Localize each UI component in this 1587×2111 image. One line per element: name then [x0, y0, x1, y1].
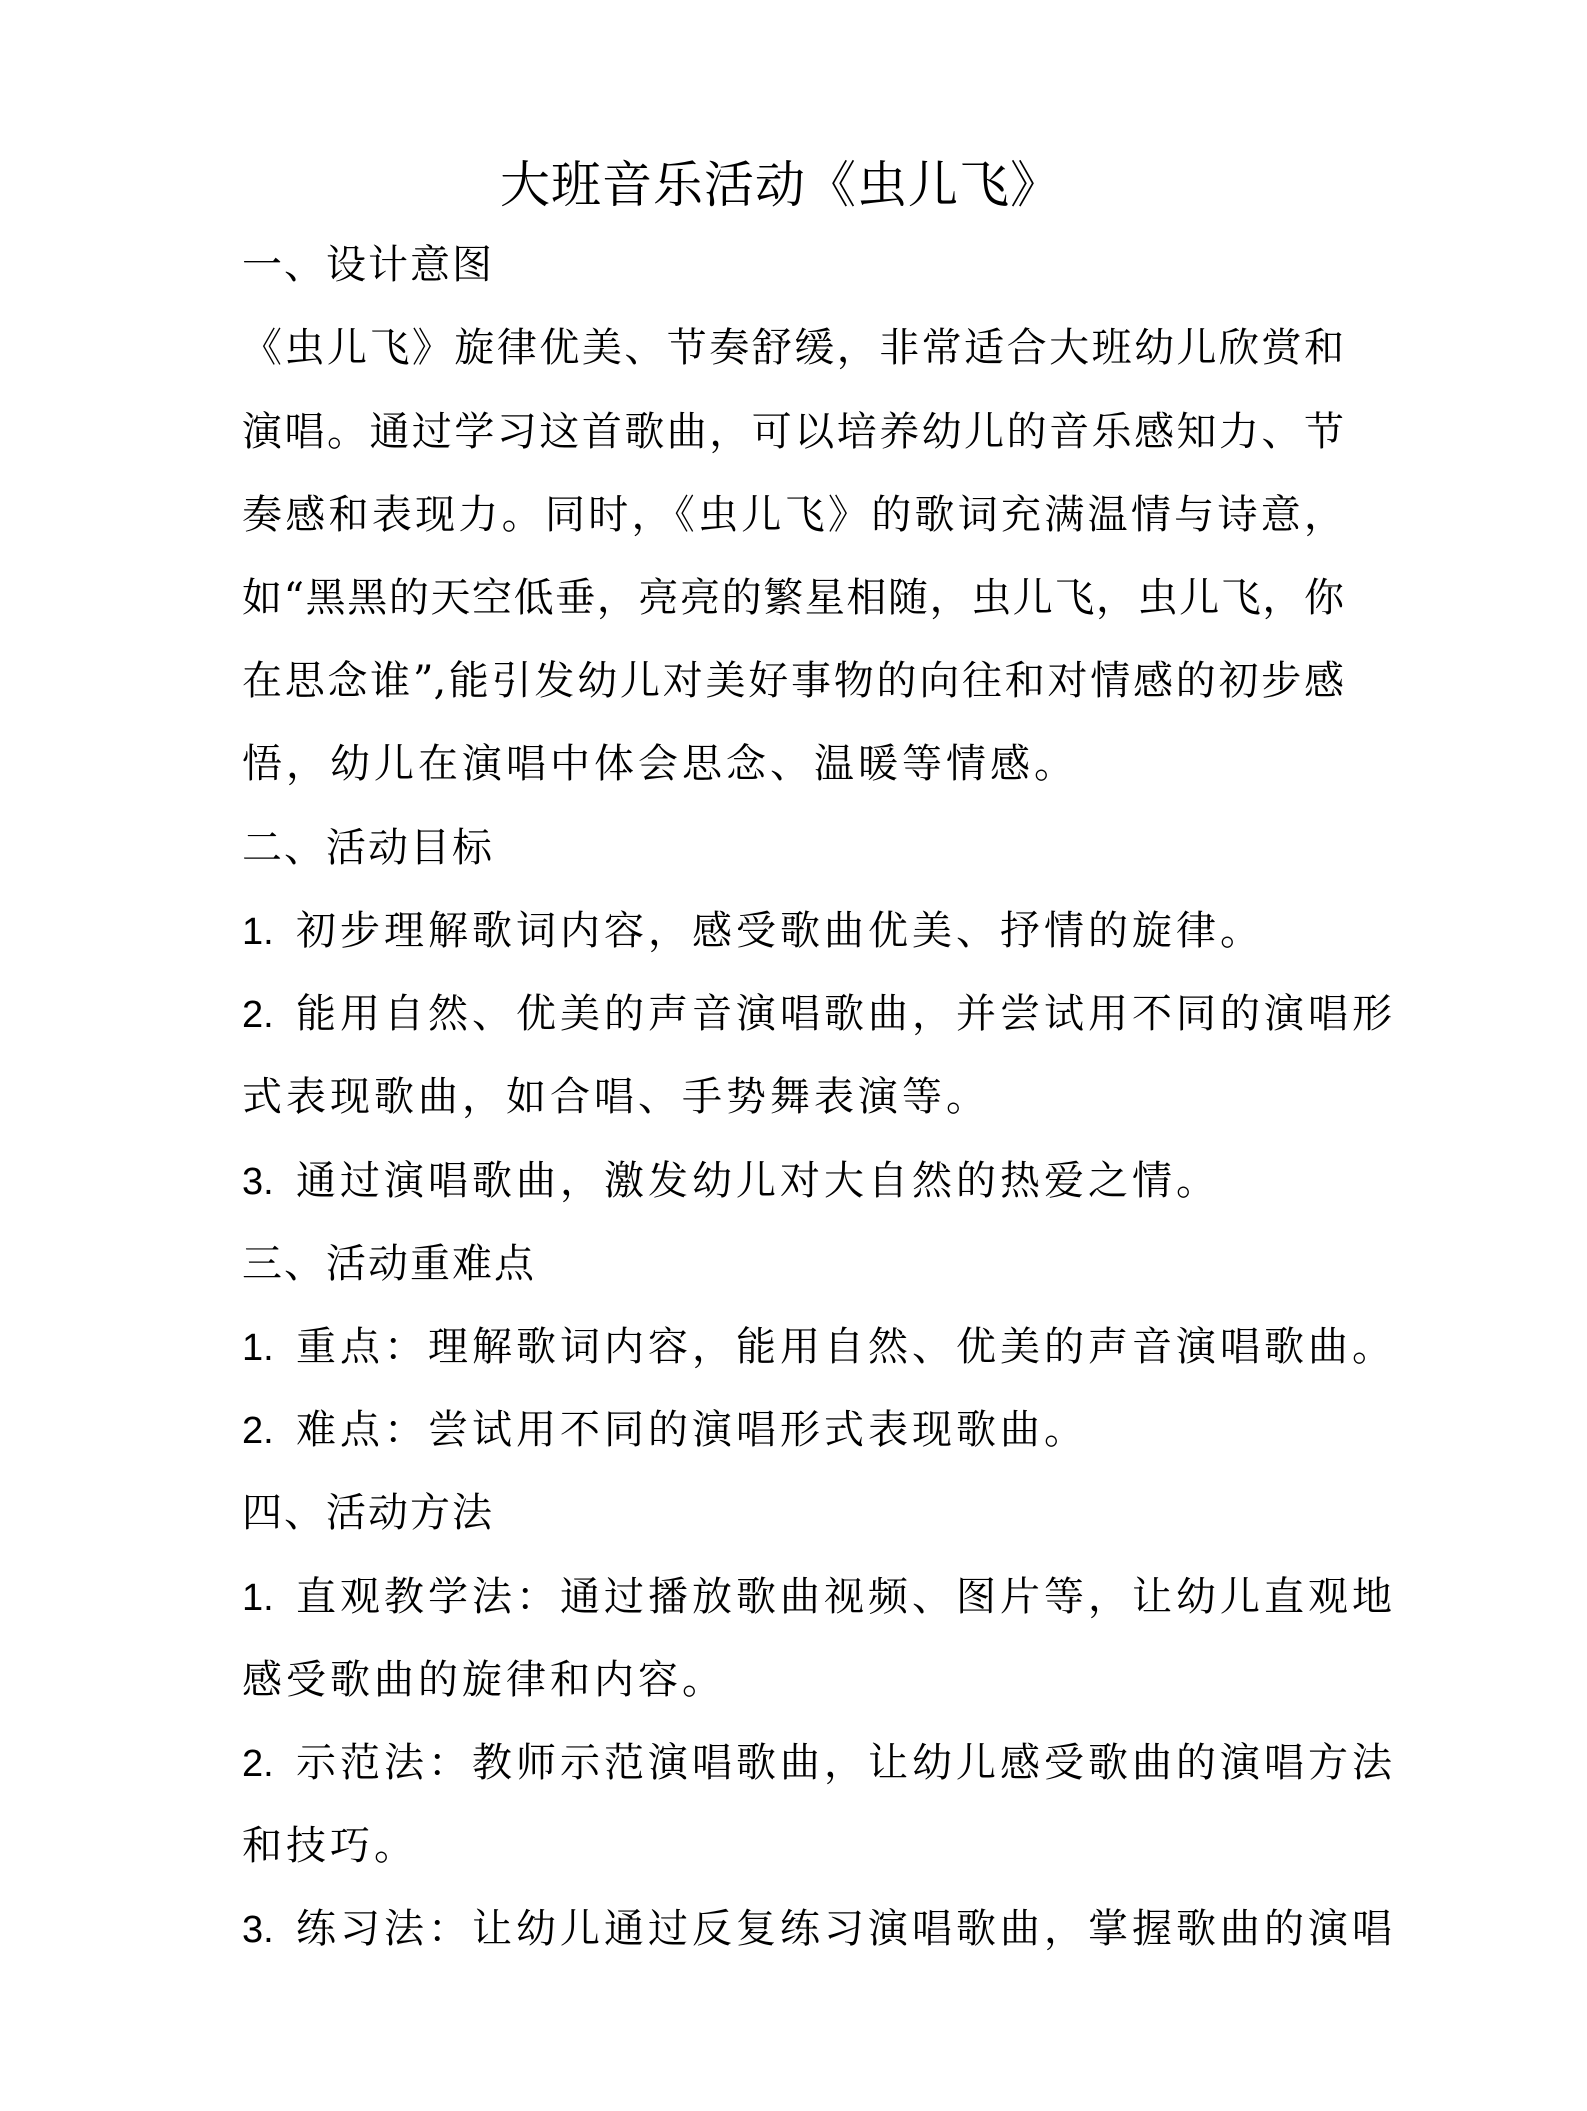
list-item [242, 973, 1396, 1056]
list-number: 2. [242, 994, 274, 1036]
list-item-text: 初步理解歌词内容，感受歌曲优美、抒情的旋律。 [296, 908, 1264, 954]
list-item-text: 示范法：教师示范演唱歌曲，让幼儿感受歌曲的演唱方法 [296, 1740, 1396, 1786]
list-item-text: 通过演唱歌曲，激发幼儿对大自然的热爱之情。 [296, 1158, 1220, 1204]
list-item-continuation: 和技巧。 [242, 1823, 418, 1869]
list-item [242, 1722, 1396, 1805]
list-item-text: 练习法：让幼儿通过反复练习演唱歌曲，掌握歌曲的演唱 [296, 1906, 1396, 1952]
list-number: 1. [242, 1577, 274, 1619]
section-heading-activity-goals: 二、活动目标 [242, 825, 494, 871]
list-number: 2. [242, 1743, 274, 1785]
paragraph-line: 在思念谁”,能引发幼儿对美好事物的向往和对情感的初步感 [242, 658, 1344, 704]
paragraph-line: 演唱。通过学习这首歌曲，可以培养幼儿的音乐感知力、节 [242, 409, 1344, 455]
list-item-continuation: 式表现歌曲，如合唱、手势舞表演等。 [242, 1074, 990, 1120]
section-heading-key-difficult-points: 三、活动重难点 [242, 1241, 536, 1287]
list-item-text: 能用自然、优美的声音演唱歌曲，并尝试用不同的演唱形 [296, 991, 1396, 1037]
list-number: 3. [242, 1909, 274, 1951]
list-item [242, 890, 1344, 973]
list-number: 2. [242, 1410, 274, 1452]
list-number: 1. [242, 911, 274, 953]
paragraph-line: 《虫儿飞》旋律优美、节奏舒缓，非常适合大班幼儿欣赏和 [242, 325, 1344, 371]
paragraph-line: 如“黑黑的天空低垂，亮亮的繁星相随，虫儿飞，虫儿飞，你 [242, 575, 1344, 621]
list-item [242, 1140, 1344, 1223]
document-title: 大班音乐活动《虫儿飞》 [500, 156, 1061, 214]
list-number: 1. [242, 1327, 274, 1369]
list-item-text: 重点：理解歌词内容，能用自然、优美的声音演唱歌曲。 [296, 1324, 1396, 1370]
list-item-continuation: 感受歌曲的旋律和内容。 [242, 1657, 726, 1703]
paragraph-line: 悟，幼儿在演唱中体会思念、温暖等情感。 [242, 741, 1078, 787]
list-item [242, 1556, 1396, 1639]
section-heading-design-intent: 一、设计意图 [242, 242, 494, 288]
list-item [242, 1389, 1344, 1472]
list-item-text: 直观教学法：通过播放歌曲视频、图片等，让幼儿直观地 [296, 1574, 1396, 1620]
list-item [242, 1888, 1396, 1971]
list-item-text: 难点：尝试用不同的演唱形式表现歌曲。 [296, 1407, 1088, 1453]
paragraph-line: 奏感和表现力。同时，《虫儿飞》的歌词充满温情与诗意， [242, 492, 1344, 538]
section-heading-activity-methods: 四、活动方法 [242, 1490, 494, 1536]
list-item [242, 1306, 1396, 1389]
list-number: 3. [242, 1161, 274, 1203]
